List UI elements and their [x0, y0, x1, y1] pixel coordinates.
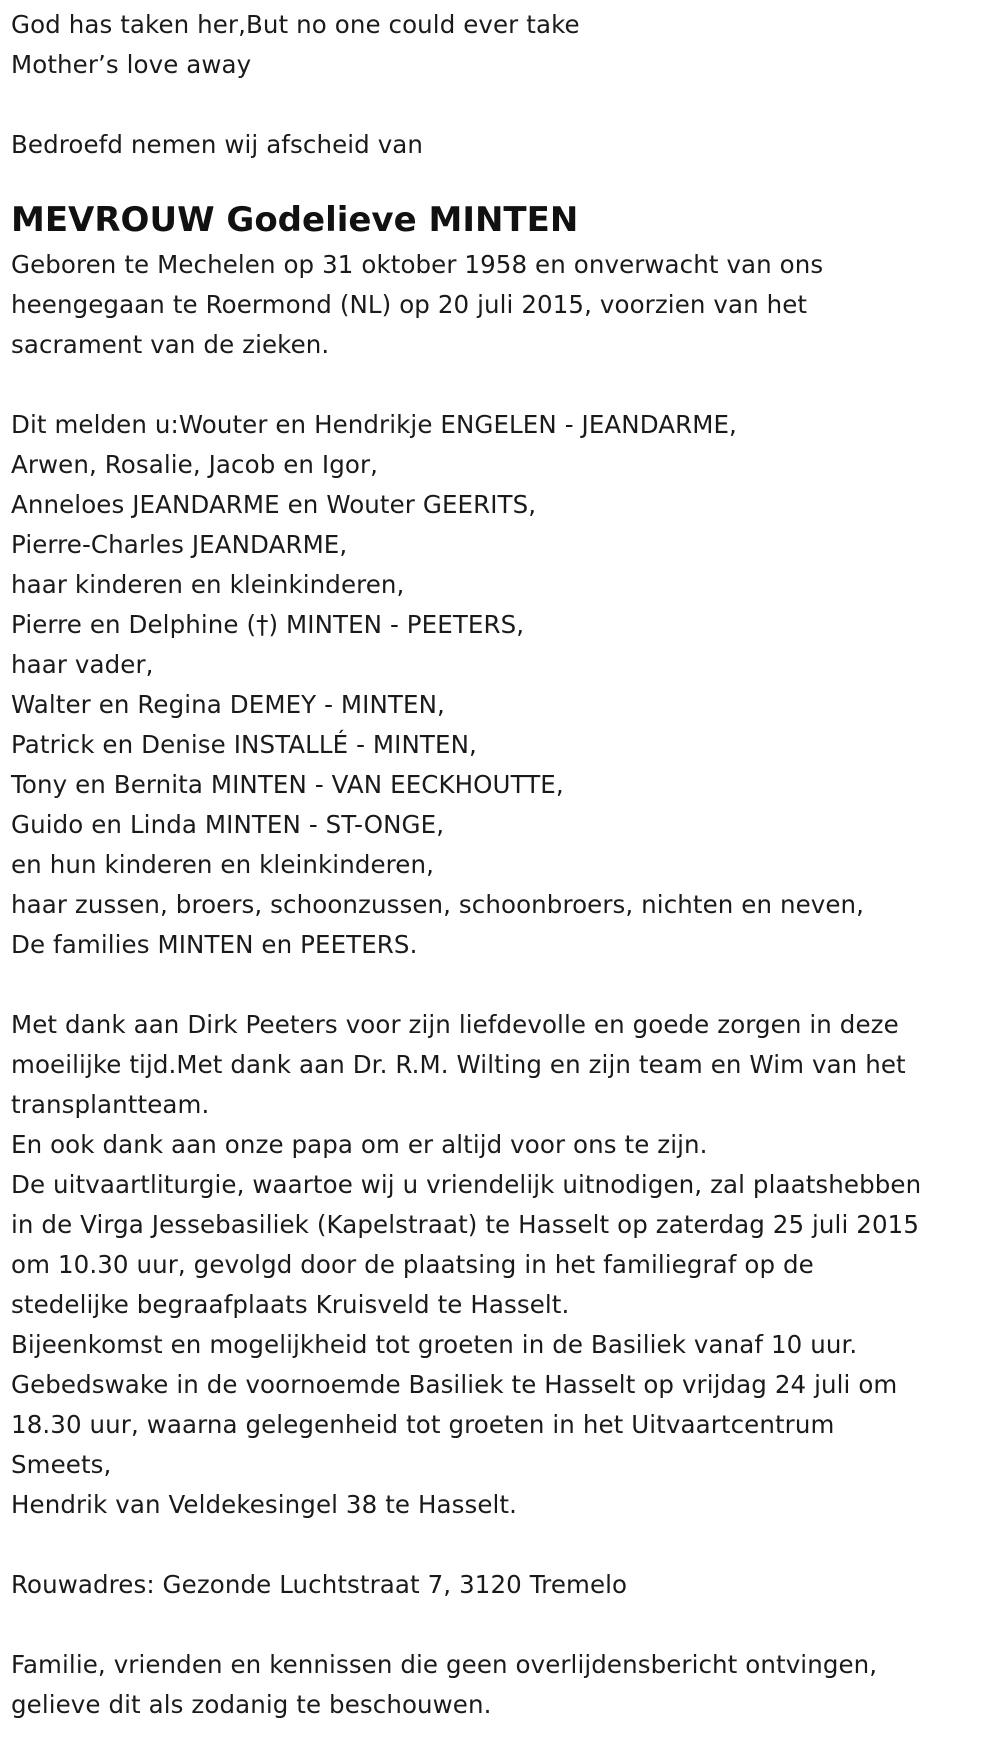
- obituary-notice: [11, 5, 996, 1725]
- spacer: [11, 1605, 996, 1645]
- birth-death-details: [11, 245, 996, 365]
- thanks-and-ceremony: [11, 1005, 996, 1525]
- mourning-address: Rouwadres: Gezonde Luchtstraat 7, 3120 Tremelo: [11, 1570, 628, 1599]
- family-line: Guido en Linda MINTEN - ST-ONGE,: [11, 810, 445, 839]
- ceremony-line: Smeets,: [11, 1450, 112, 1479]
- ceremony-line: in de Virga Jessebasiliek (Kapelstraat) te Hasselt op zaterdag 25 juli 2015: [11, 1210, 920, 1239]
- opening-quote: [11, 5, 996, 85]
- ceremony-line: De uitvaartliturgie, waartoe wij u vriendelijk uitnodigen, zal plaatshebben: [11, 1170, 922, 1199]
- spacer: [11, 85, 996, 125]
- family-line: Patrick en Denise INSTALLÉ - MINTEN,: [11, 730, 477, 759]
- deceased-name: MEVROUW Godelieve MINTEN: [11, 200, 579, 240]
- ceremony-line: stedelijke begraafplaats Kruisveld te Hasselt.: [11, 1290, 570, 1319]
- spacer: [11, 1525, 996, 1565]
- ceremony-line: 18.30 uur, waarna gelegenheid tot groeten in het Uitvaartcentrum: [11, 1410, 835, 1439]
- ceremony-line: moeilijke tijd.Met dank aan Dr. R.M. Wilting en zijn team en Wim van het: [11, 1050, 906, 1079]
- intro-text: Bedroefd nemen wij afscheid van: [11, 130, 424, 159]
- spacer: [11, 165, 996, 195]
- closing-note: [11, 1645, 996, 1725]
- birth-death-line: heengegaan te Roermond (NL) op 20 juli 2015, voorzien van het: [11, 290, 808, 319]
- spacer: [11, 365, 996, 405]
- family-line: Pierre-Charles JEANDARME,: [11, 530, 348, 559]
- spacer: [11, 965, 996, 1005]
- opening-quote-line: Mother’s love away: [11, 50, 252, 79]
- ceremony-line: Met dank aan Dirk Peeters voor zijn liefdevolle en goede zorgen in deze: [11, 1010, 899, 1039]
- birth-death-line: Geboren te Mechelen op 31 oktober 1958 en onverwacht van ons: [11, 250, 824, 279]
- opening-quote-line: God has taken her,But no one could ever take: [11, 10, 580, 39]
- family-list: [11, 405, 996, 965]
- birth-death-line: sacrament van de zieken.: [11, 330, 330, 359]
- closing-line: Familie, vrienden en kennissen die geen overlijdensbericht ontvingen,: [11, 1650, 878, 1679]
- family-line: De families MINTEN en PEETERS.: [11, 930, 418, 959]
- family-line: en hun kinderen en kleinkinderen,: [11, 850, 434, 879]
- ceremony-line: Gebedswake in de voornoemde Basiliek te Hasselt op vrijdag 24 juli om: [11, 1370, 898, 1399]
- ceremony-line: transplantteam.: [11, 1090, 210, 1119]
- family-line: Arwen, Rosalie, Jacob en Igor,: [11, 450, 379, 479]
- family-line: Pierre en Delphine (†) MINTEN - PEETERS,: [11, 610, 525, 639]
- family-line: haar kinderen en kleinkinderen,: [11, 570, 405, 599]
- family-line: Tony en Bernita MINTEN - VAN EECKHOUTTE,: [11, 770, 564, 799]
- family-line: haar zussen, broers, schoonzussen, schoonbroers, nichten en neven,: [11, 890, 865, 919]
- ceremony-line: Hendrik van Veldekesingel 38 te Hasselt.: [11, 1490, 517, 1519]
- ceremony-line: Bijeenkomst en mogelijkheid tot groeten in de Basiliek vanaf 10 uur.: [11, 1330, 858, 1359]
- family-line: Walter en Regina DEMEY - MINTEN,: [11, 690, 445, 719]
- family-line: haar vader,: [11, 650, 154, 679]
- closing-line: gelieve dit als zodanig te beschouwen.: [11, 1690, 492, 1719]
- ceremony-line: om 10.30 uur, gevolgd door de plaatsing in het familiegraf op de: [11, 1250, 814, 1279]
- family-line: Dit melden u:Wouter en Hendrikje ENGELEN - JEANDARME,: [11, 410, 737, 439]
- family-line: Anneloes JEANDARME en Wouter GEERITS,: [11, 490, 537, 519]
- ceremony-line: En ook dank aan onze papa om er altijd voor ons te zijn.: [11, 1130, 708, 1159]
